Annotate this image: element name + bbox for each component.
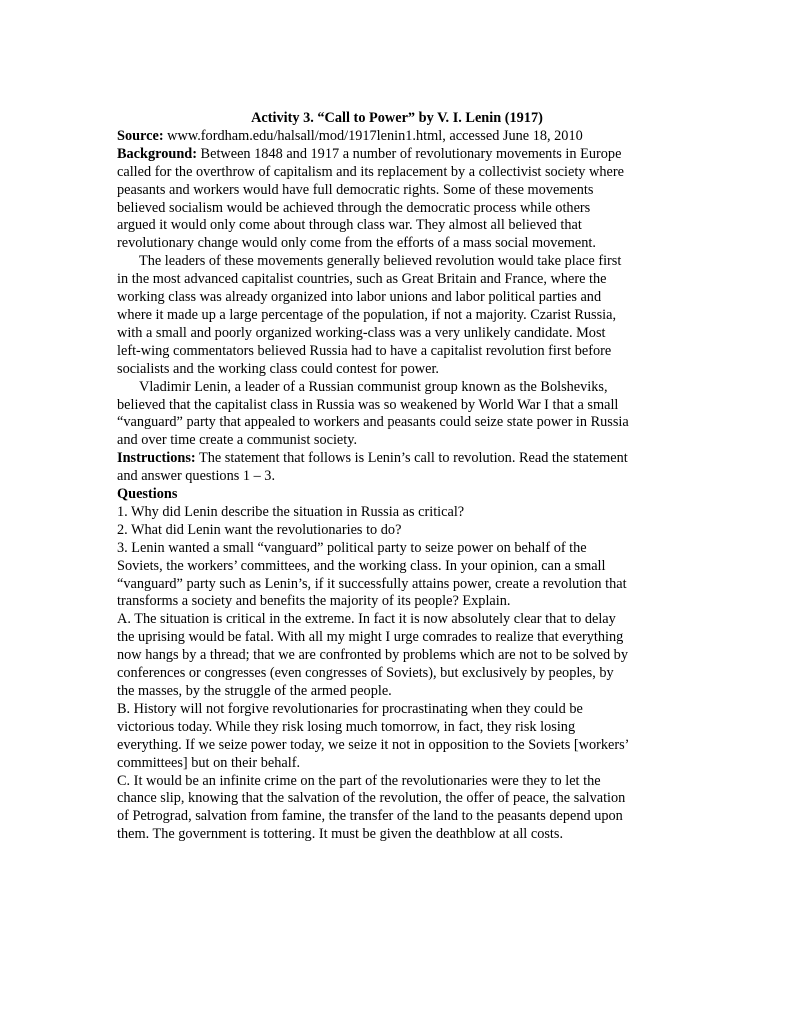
- paragraph-line: where it made up a large percentage of the population, if not a majority. Czarist Russia,: [117, 306, 617, 323]
- statement-line: B. History will not forgive revolutionaries for procrastinating when they could be: [117, 700, 583, 717]
- source-label: Source:: [117, 127, 164, 144]
- background-line: argued it would only come about through class war. They almost all believed that: [117, 217, 582, 234]
- document-page: [117, 110, 677, 844]
- background-line: called for the overthrow of capitalism and its replacement by a collectivist society where: [117, 163, 624, 180]
- background-line: believed socialism would be achieved through the democratic process while others: [117, 199, 591, 216]
- paragraph-line: “vanguard” party that appealed to workers and peasants could seize state power in Russia: [117, 414, 629, 431]
- statement-line: chance slip, knowing that the salvation of the revolution, the offer of peace, the salvation: [117, 790, 626, 807]
- statement-line: C. It would be an infinite crime on the part of the revolutionaries were they to let the: [117, 772, 601, 789]
- background-line: revolutionary change would only come from the efforts of a mass social movement.: [117, 235, 596, 252]
- paragraph-line: and over time create a communist society.: [117, 432, 358, 449]
- statement-line: A. The situation is critical in the extreme. In fact it is now absolutely clear that to delay: [117, 611, 616, 628]
- statement-c: [117, 773, 677, 845]
- question-line: 3. Lenin wanted a small “vanguard” political party to seize power on behalf of the: [117, 539, 587, 556]
- background-label: Background:: [117, 145, 197, 162]
- question-line: “vanguard” party such as Lenin’s, if it successfully attains power, create a revolution that: [117, 575, 627, 592]
- statement-line: victorious today. While they risk losing much tomorrow, in fact, they risk losing: [117, 718, 576, 735]
- question-line: Soviets, the workers’ committees, and the working class. In your opinion, can a small: [117, 557, 606, 574]
- statement-line: the uprising would be fatal. With all my might I urge comrades to realize that everything: [117, 629, 624, 646]
- question-line: 2. What did Lenin want the revolutionaries to do?: [117, 521, 402, 538]
- questions-heading: Questions: [117, 486, 178, 503]
- questions-section: [117, 486, 677, 611]
- question-line: 1. Why did Lenin describe the situation in Russia as critical?: [117, 503, 465, 520]
- paragraph-line: left-wing commentators believed Russia had to have a capitalist revolution first before: [117, 342, 612, 359]
- statement-line: now hangs by a thread; that we are confronted by problems which are not to be solved by: [117, 647, 628, 664]
- background-line: peasants and workers would have full democratic rights. Some of these movements: [117, 181, 594, 198]
- background-text: Between 1848 and 1917 a number of revolutionary movements in Europe: [196, 145, 622, 162]
- lenin-paragraph: [117, 379, 677, 451]
- statement-line: everything. If we seize power today, we seize it not in opposition to the Soviets [workers’: [117, 736, 630, 753]
- statement-line: committees] but on their behalf.: [117, 754, 301, 771]
- background-paragraph: [117, 146, 677, 253]
- document-title: Activity 3. “Call to Power” by V. I. Lenin (1917): [251, 110, 543, 126]
- source-line: [117, 128, 677, 146]
- paragraph-line: The leaders of these movements generally believed revolution would take place first: [139, 253, 622, 270]
- statement-line: of Petrograd, salvation from famine, the transfer of the land to the peasants depend upon: [117, 808, 623, 825]
- statement-a: [117, 611, 677, 701]
- background-line: [117, 146, 677, 164]
- statement-line: conferences or congresses (even congresses of Soviets), but exclusively by peoples, by: [117, 665, 614, 682]
- question-line: transforms a society and benefits the majority of its people? Explain.: [117, 593, 511, 610]
- statement-b: [117, 701, 677, 773]
- instructions-text: The statement that follows is Lenin’s call to revolution. Read the statement: [195, 450, 628, 467]
- paragraph-line: with a small and poorly organized working-class was a very unlikely candidate. Most: [117, 324, 606, 341]
- source-text: www.fordham.edu/halsall/mod/1917lenin1.html, accessed June 18, 2010: [163, 127, 583, 144]
- statement-line: them. The government is tottering. It must be given the deathblow at all costs.: [117, 826, 564, 843]
- instructions-line: [117, 450, 677, 468]
- paragraph-line: believed that the capitalist class in Russia was so weakened by World War I that a small: [117, 396, 619, 413]
- paragraph-line: Vladimir Lenin, a leader of a Russian communist group known as the Bolsheviks,: [139, 378, 608, 395]
- paragraph-line: socialists and the working class could contest for power.: [117, 360, 440, 377]
- statement-line: the masses, by the struggle of the armed people.: [117, 683, 392, 699]
- paragraph-line: in the most advanced capitalist countries, such as Great Britain and France, where the: [117, 271, 607, 288]
- instructions-line: and answer questions 1 – 3.: [117, 468, 276, 485]
- instructions-label: Instructions:: [117, 450, 196, 467]
- paragraph-line: working class was already organized into labor unions and labor political parties and: [117, 289, 602, 306]
- instructions-paragraph: [117, 450, 677, 486]
- leaders-paragraph: [117, 253, 677, 378]
